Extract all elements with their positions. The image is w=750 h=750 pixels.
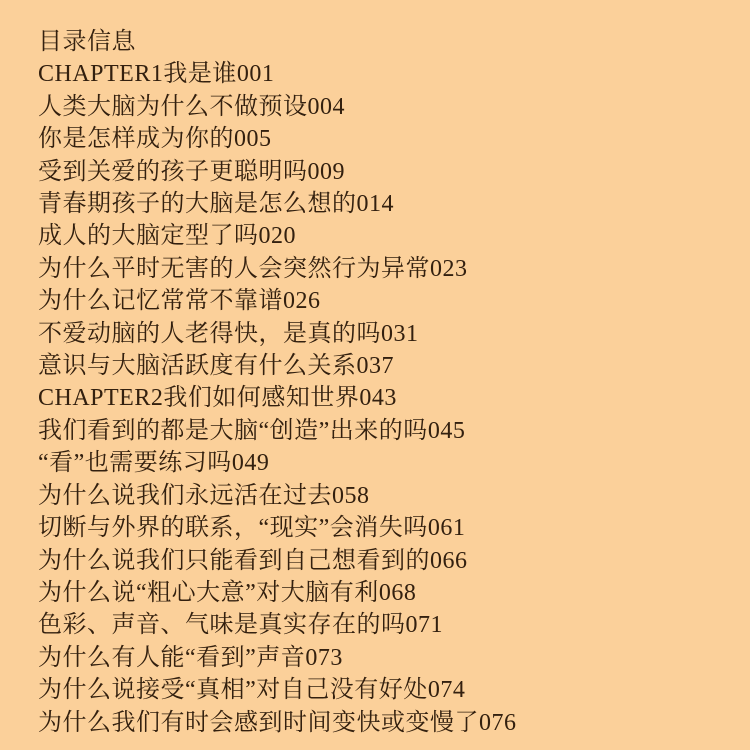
toc-entry-page-number: 001 bbox=[236, 61, 275, 88]
toc-entry-label: 为什么有人能“看到”声音 bbox=[38, 644, 306, 671]
toc-entry bbox=[38, 577, 730, 609]
toc-entry-page-number: 058 bbox=[332, 482, 370, 509]
toc-entry bbox=[38, 123, 730, 155]
toc-entry bbox=[38, 58, 730, 90]
toc-entry-label: 为什么说“粗心大意”对大脑有利 bbox=[38, 579, 379, 606]
toc-entry bbox=[38, 220, 730, 252]
toc-entry bbox=[38, 707, 730, 739]
toc-entry bbox=[38, 382, 730, 414]
toc-list bbox=[38, 58, 730, 739]
toc-entry-label: 青春期孩子的大脑是怎么想的 bbox=[38, 191, 357, 218]
toc-entry-page-number: 049 bbox=[231, 450, 270, 477]
toc-entry-page-number: 074 bbox=[427, 677, 466, 704]
toc-entry-page-number: 043 bbox=[359, 385, 397, 412]
toc-entry bbox=[38, 188, 730, 220]
toc-entry bbox=[38, 642, 730, 674]
page-title: 目录信息 bbox=[38, 29, 136, 55]
toc-entry-label: 意识与大脑活跃度有什么关系 bbox=[38, 353, 357, 380]
toc-entry-label: 受到关爱的孩子更聪明吗 bbox=[38, 158, 308, 185]
toc-entry-label: CHAPTER1我是谁 bbox=[38, 61, 237, 88]
toc-entry-label: 为什么说接受“真相”对自己没有好处 bbox=[38, 677, 428, 704]
toc-entry bbox=[38, 91, 730, 123]
toc-entry-page-number: 066 bbox=[430, 547, 468, 574]
toc-entry bbox=[38, 480, 730, 512]
toc-entry bbox=[38, 253, 730, 285]
toc-entry-label: 为什么说我们只能看到自己想看到的 bbox=[38, 547, 430, 574]
toc-entry bbox=[38, 512, 730, 544]
toc-entry-page-number: 076 bbox=[479, 709, 517, 736]
toc-entry-label: 为什么记忆常常不靠谱 bbox=[38, 288, 283, 315]
toc-entry-label: CHAPTER2我们如何感知世界 bbox=[38, 385, 360, 412]
toc-entry-page-number: 020 bbox=[258, 223, 296, 250]
toc-entry-page-number: 045 bbox=[427, 417, 466, 444]
toc-entry-page-number: 071 bbox=[405, 612, 443, 639]
toc-entry-page-number: 023 bbox=[430, 255, 468, 282]
toc-entry bbox=[38, 285, 730, 317]
toc-entry-label: 不爱动脑的人老得快，是真的吗 bbox=[38, 320, 381, 347]
toc-entry bbox=[38, 609, 730, 641]
toc-entry-page-number: 014 bbox=[356, 191, 394, 218]
toc-entry-page-number: 031 bbox=[381, 320, 419, 347]
toc-entry-page-number: 037 bbox=[356, 353, 394, 380]
toc-entry-page-number: 005 bbox=[234, 126, 272, 153]
toc-entry-page-number: 009 bbox=[307, 158, 345, 185]
toc-entry-page-number: 061 bbox=[427, 515, 466, 542]
toc-entry-label: 为什么说我们永远活在过去 bbox=[38, 482, 332, 509]
toc-entry-label: 成人的大脑定型了吗 bbox=[38, 223, 259, 250]
toc-entry bbox=[38, 415, 730, 447]
toc-entry-page-number: 004 bbox=[307, 93, 345, 120]
toc-entry-label: 为什么平时无害的人会突然行为异常 bbox=[38, 255, 430, 282]
toc-entry bbox=[38, 318, 730, 350]
toc-entry-label: 人类大脑为什么不做预设 bbox=[38, 93, 308, 120]
toc-entry-page-number: 068 bbox=[378, 579, 417, 606]
toc-entry-label: 切断与外界的联系，“现实”会消失吗 bbox=[38, 515, 428, 542]
toc-entry-label: 色彩、声音、气味是真实存在的吗 bbox=[38, 612, 406, 639]
toc-entry-label: 为什么我们有时会感到时间变快或变慢了 bbox=[38, 709, 479, 736]
toc-entry bbox=[38, 545, 730, 577]
toc-entry bbox=[38, 350, 730, 382]
toc-entry-label: 我们看到的都是大脑“创造”出来的吗 bbox=[38, 417, 428, 444]
toc-entry-page-number: 073 bbox=[305, 644, 343, 671]
toc-entry-label: “看”也需要练习吗 bbox=[38, 450, 232, 477]
toc-entry bbox=[38, 447, 730, 479]
toc-entry-label: 你是怎样成为你的 bbox=[38, 126, 234, 153]
toc-entry-page-number: 026 bbox=[283, 288, 321, 315]
toc-entry bbox=[38, 156, 730, 188]
toc-entry bbox=[38, 674, 730, 706]
